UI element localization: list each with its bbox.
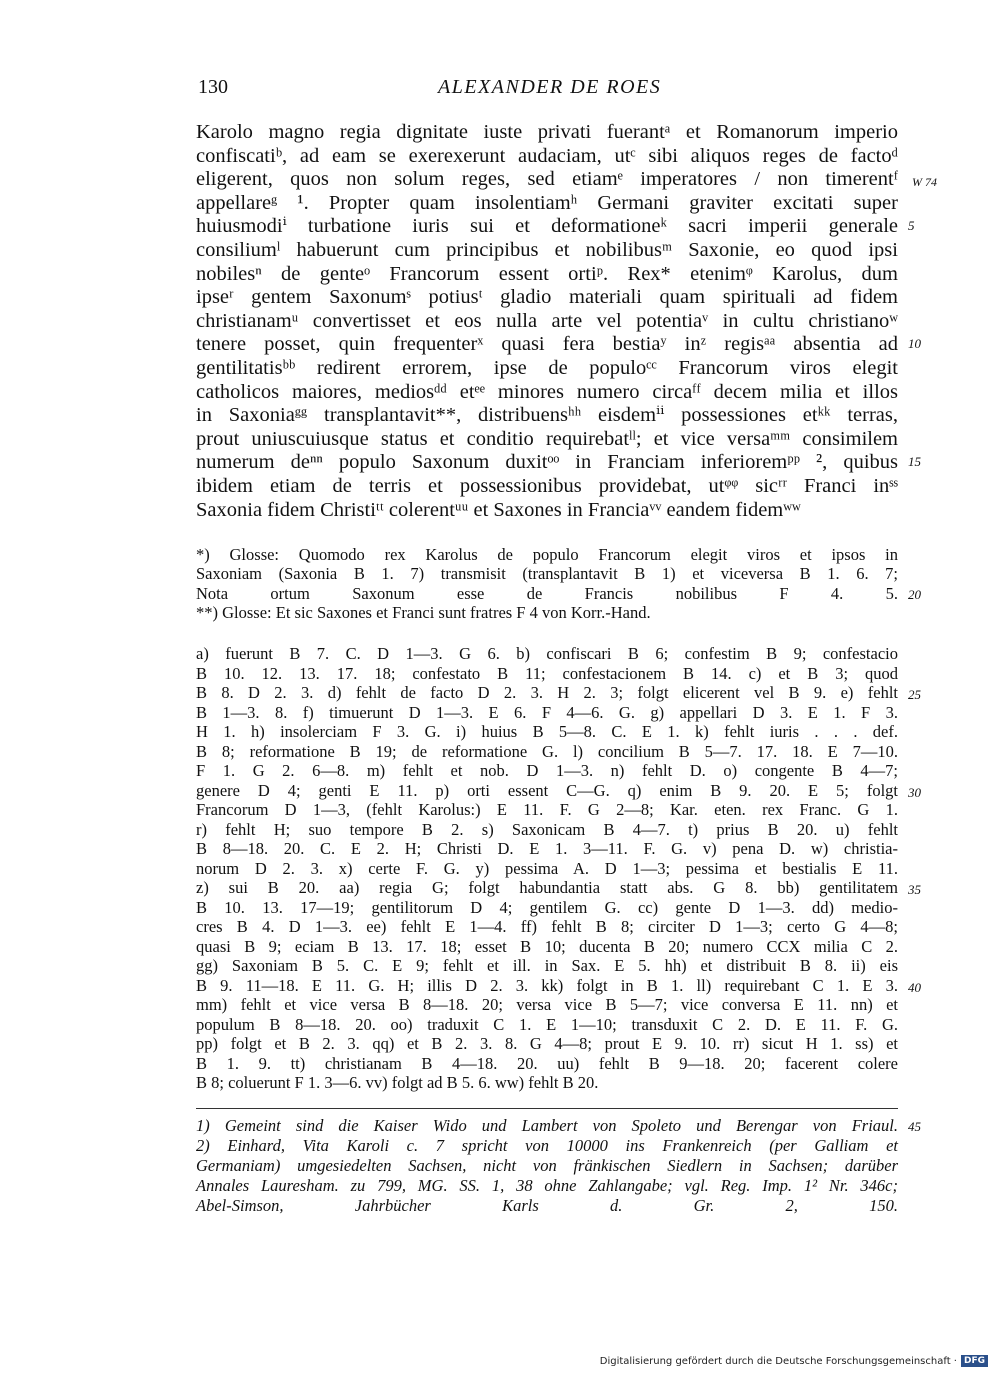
footnote-rule	[196, 1108, 898, 1109]
apparatus-line: Francorum D 1—3, (fehlt Karolus:) E 11. F. G 2—8; Kar. eten. rex Franc. G 1.	[196, 800, 898, 819]
page-number: 130	[198, 76, 228, 98]
footnote-line: 2) Einhard, Vita Karoli c. 7 spricht von 10000 ins Frankenreich (per Galliam et	[196, 1136, 898, 1155]
footnote-line: Abel-Simson, Jahrbücher Karls d. Gr. 2, 150.	[196, 1196, 898, 1215]
line-number: 25	[908, 687, 921, 702]
footnote-line: Annales Lauresham. zu 799, MG. SS. 1, 38 ohne Zahlangabe; vgl. Reg. Imp. 1² Nr. 346c;	[196, 1176, 898, 1195]
line-number: 40	[908, 979, 921, 995]
apparatus-line: a) fuerunt B 7. C. D 1—3. G 6. b) confiscari B 6; confestim B 9; confestacio	[196, 644, 898, 663]
gloss-line: *) Glosse: Quomodo rex Karolus de populo Francorum elegit viros et ipsos in	[196, 545, 898, 564]
credit-text: Digitalisierung gefördert durch die Deutsche Forschungsgemeinschaft ·	[599, 1355, 957, 1367]
apparatus-line: B 10. 13. 17—19; gentilitorum D 4; gentilem G. cc) gente D 1—3. dd) medio-	[196, 897, 898, 917]
margin-reference: W 74	[912, 175, 937, 189]
text-line: numerum deⁿⁿ populo Saxonum duxitᵒᵒ in Franciam inferioremᵖᵖ ², quibus	[196, 451, 898, 474]
text-line: appellareᵍ ¹. Propter quam insolentiamʰ Germani graviter excitati super	[196, 191, 898, 214]
line-number: 15	[908, 454, 921, 470]
apparatus-line: B 8; coluerunt F 1. 3—6. vv) folgt ad B 5. 6. ww) fehlt B 20.	[196, 1073, 599, 1092]
gloss-line: Nota ortum Saxonum esse de Francis nobilibus F 4. 5.	[196, 583, 898, 603]
text-line: Saxonia fidem Christiᵗᵗ colerentᵘᵘ et Saxones in Franciaᵛᵛ eandem fidemʷʷ	[196, 498, 801, 521]
text-line: consiliumˡ habuerunt cum principibus et nobilibusᵐ Saxonie, eo quod ipsi	[196, 239, 898, 261]
running-head: ALEXANDER DE ROES	[438, 76, 662, 98]
apparatus-line: populum B 8—18. 20. oo) traduxit C 1. E 1—10; transduxit C 2. D. E 11. F. G.	[196, 1014, 898, 1034]
digitization-credit	[600, 1355, 988, 1367]
text-line: prout uniuscuiusque status et conditio requirebatˡˡ; et vice versaᵐᵐ consimilem	[196, 427, 898, 450]
text-line: catholicos maiores, mediosᵈᵈ etᵉᵉ minores numero circaᶠᶠ decem milia et illos	[196, 380, 898, 403]
apparatus-line: z) sui B 20. aa) regia G; folgt habundantia statt abs. G 8. bb) gentilitatem	[196, 878, 898, 897]
line-number: 20	[908, 586, 921, 602]
apparatus-line: cres B 4. D 1—3. ee) fehlt E 1—4. ff) fehlt B 8; circiter D 1—3; certo G 4—8;	[196, 917, 898, 936]
line-number: 5	[908, 218, 915, 234]
line-number: 45	[908, 1119, 921, 1134]
apparatus-line: B 8; reformatione B 19; de reformatione G. l) concilium B 5—7. 17. 18. E 7—10.	[196, 741, 898, 761]
text-line: huiusmodiⁱ turbatione iuris sui et deformationeᵏ sacri imperii generale	[196, 215, 898, 238]
line-number: 35	[908, 882, 921, 897]
apparatus-line: quasi B 9; eciam B 13. 17. 18; esset B 10; ducenta B 20; numero CCX milia C 2.	[196, 936, 898, 956]
text-line: ibidem etiam de terris et possessionibus providebat, utᵠᵠ sicʳʳ Franci inˢˢ	[196, 475, 898, 497]
apparatus-line: r) fehlt H; suo tempore B 2. s) Saxonicam B 4—7. t) prius B 20. u) fehlt	[196, 819, 898, 839]
apparatus-line: B 10. 12. 13. 17. 18; confestato B 11; confestacionem B 14. c) et B 3; quod	[196, 663, 898, 683]
text-line: confiscatiᵇ, ad eam se exerexerunt audaciam, utᶜ sibi aliquos reges de factoᵈ	[196, 144, 898, 167]
dfg-logo: DFG	[961, 1355, 988, 1367]
footnote-line: Germaniam) umgesiedelten Sachsen, nicht von fränkischen Siedlern in Sachsen; darüber	[196, 1156, 898, 1175]
apparatus-line: F 1. G 2. 6—8. m) fehlt et nob. D 1—3. n) fehlt D. o) congente B 4—7;	[196, 761, 898, 780]
line-number: 30	[908, 784, 921, 800]
apparatus-line: B 9. 11—18. E 11. G. H; illis D 2. 3. kk) folgt in B 1. ll) requirebant C 1. E 3.	[196, 975, 898, 995]
text-line: eligerent, quos non solum reges, sed etiamᵉ imperatores / non timerentᶠ	[196, 168, 898, 191]
apparatus-line: norum D 2. 3. x) certe F. G. y) pessima A. D 1—3; pessima et bestialis E 11.	[196, 858, 898, 878]
apparatus-line: mm) fehlt et vice versa B 8—18. 20; versa vice B 5—7; vice conversa E 11. nn) et	[196, 995, 898, 1014]
apparatus-line: B 8—18. 20. C. E 2. H; Christi D. E 1. 3—11. F. G. v) pena D. w) christia-	[196, 839, 898, 858]
text-line: gentilitatisᵇᵇ redirent errorem, ipse de populoᶜᶜ Francorum viros elegit	[196, 357, 898, 379]
text-line: Karolo magno regia dignitate iuste privati fuerantᵃ et Romanorum imperio	[196, 121, 898, 143]
apparatus-line: genere D 4; genti E 11. p) orti essent C—G. q) enim B 9. 20. E 5; folgt	[196, 780, 898, 800]
apparatus-line: B 8. D 2. 3. d) fehlt de facto D 2. 3. H 2. 3; folgt elicerent vel B 9. e) fehlt	[196, 683, 898, 702]
apparatus-line: B 1. 9. tt) christianam B 4—18. 20. uu) fehlt B 9—18. 20; facerent colere	[196, 1053, 898, 1073]
footnote-line: 1) Gemeint sind die Kaiser Wido und Lambert von Spoleto und Berengar von Friaul.	[196, 1116, 898, 1135]
gloss-line: Saxoniam (Saxonia B 1. 7) transmisit (transplantavit B 1) et viceversa B 1. 6. 7;	[196, 564, 898, 584]
apparatus-line: H 1. h) insolerciam F 3. G. i) huius B 5—8. C. E 1. k) fehlt iuris . . . def.	[196, 722, 898, 741]
apparatus-line: B 1—3. 8. f) timuerunt D 1—3. E 6. F 4—6. G. g) appellari D 3. E 1. F 3.	[196, 702, 898, 722]
text-line: christianamᵘ convertisset et eos nulla arte vel potentiaᵛ in cultu christianoʷ	[196, 309, 898, 332]
line-number: 10	[908, 336, 921, 352]
text-line: nobilesⁿ de genteᵒ Francorum essent ortiᵖ. Rex* etenimᵠ Karolus, dum	[196, 262, 898, 285]
gloss-line: **) Glosse: Et sic Saxones et Franci sunt fratres F 4 von Korr.-Hand.	[196, 602, 651, 622]
apparatus-line: gg) Saxoniam B 5. C. E 9; fehlt et ill. in Sax. E 5. hh) et distribuit B 8. ii) eis	[196, 956, 898, 975]
text-line: ipseʳ gentem Saxonumˢ potiusᵗ gladio materiali quam spirituali ad fidem	[196, 286, 898, 309]
apparatus-line: pp) folgt et B 2. 3. qq) et B 2. 3. 8. G 4—8; prout E 9. 10. rr) sicut H 1. ss) et	[196, 1034, 898, 1053]
text-line: in Saxoniaᵍᵍ transplantavit**, distribuensʰʰ eisdemⁱⁱ possessiones etᵏᵏ terras,	[196, 404, 898, 427]
text-line: tenere posset, quin frequenterˣ quasi fera bestiaʸ inᶻ regisᵃᵃ absentia ad	[196, 333, 898, 356]
